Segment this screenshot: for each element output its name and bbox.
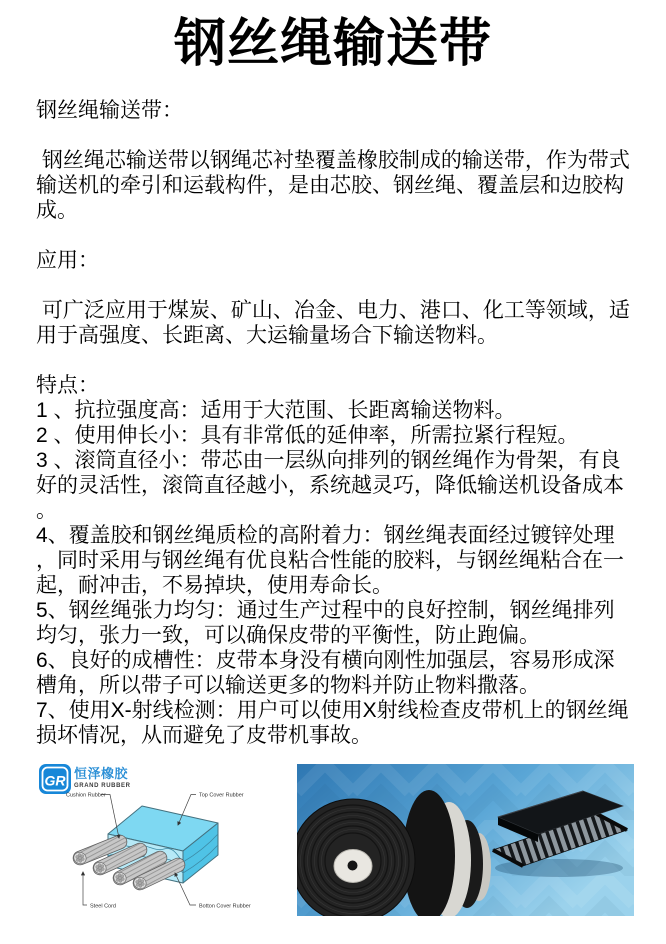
feature-item: 7、使用X-射线检测：用户可以使用X射线检查皮带机上的钢丝绳损坏情况，从而避免了皮带机事故。 [36,699,629,747]
intro-heading: 钢丝绳输送带： [36,99,183,122]
steel-cord-label: Steel Cord [90,903,116,910]
cushion-rubber-label: Cushion Rubber [66,792,106,799]
feature-item: 4、覆盖胶和钢丝绳质检的高附着力：钢丝绳表面经过镀锌处理，同时采用与钢丝绳有优良粘合性能的胶料，与钢丝绳粘合在一起，耐冲击，不易掉块，使用寿命长。 [36,524,624,597]
intro-paragraph: 钢丝绳芯输送带以钢绳芯衬垫覆盖橡胶制成的输送带，作为带式输送机的牵引和运载构件，是由芯胶、钢丝绳、覆盖层和边胶构成。 [36,149,630,222]
feature-item: 5、钢丝绳张力均匀：通过生产过程中的良好控制，钢丝绳排列均匀，张力一致，可以确保皮带的平衡性，防止跑偏。 [36,599,615,647]
belt-structure-diagram [30,761,270,919]
product-images-row [30,761,666,919]
logo-name-en: GRAND RUBBER [74,783,131,789]
features-heading: 特点： [36,374,99,397]
logo-initials: GR [44,772,66,789]
logo-name-cn: 恒泽橡胶 [74,766,129,781]
top-cover-rubber-label: Top Cover Rubber [199,792,244,799]
conveyor-belt-photo [297,764,634,916]
feature-item: 1 、抗拉强度高：适用于大范围、长距离输送物料。 [36,399,516,422]
feature-item: 3 、滚筒直径小：带芯由一层纵向排列的钢丝绳作为骨架，有良好的灵活性，滚筒直径越小，系统越灵巧，降低输送机设备成本。 [36,449,624,522]
grand-rubber-logo [39,764,131,794]
bottom-cover-rubber-label: Botton Cover Rubber [199,903,251,910]
application-heading: 应用： [36,249,99,272]
document-body [0,74,666,748]
feature-item: 6、良好的成槽性：皮带本身没有横向刚性加强层，容易形成深槽角，所以带子可以输送更多的物料并防止物料撒落。 [36,649,615,697]
features-list [36,373,632,748]
feature-item: 2 、使用伸长小：具有非常低的延伸率，所需拉紧行程短。 [36,424,579,447]
application-paragraph: 可广泛应用于煤炭、矿山、冶金、电力、港口、化工等领域，适用于高强度、长距离、大运输量场合下输送物料。 [36,299,630,347]
page-title: 钢丝绳输送带 [173,15,492,73]
